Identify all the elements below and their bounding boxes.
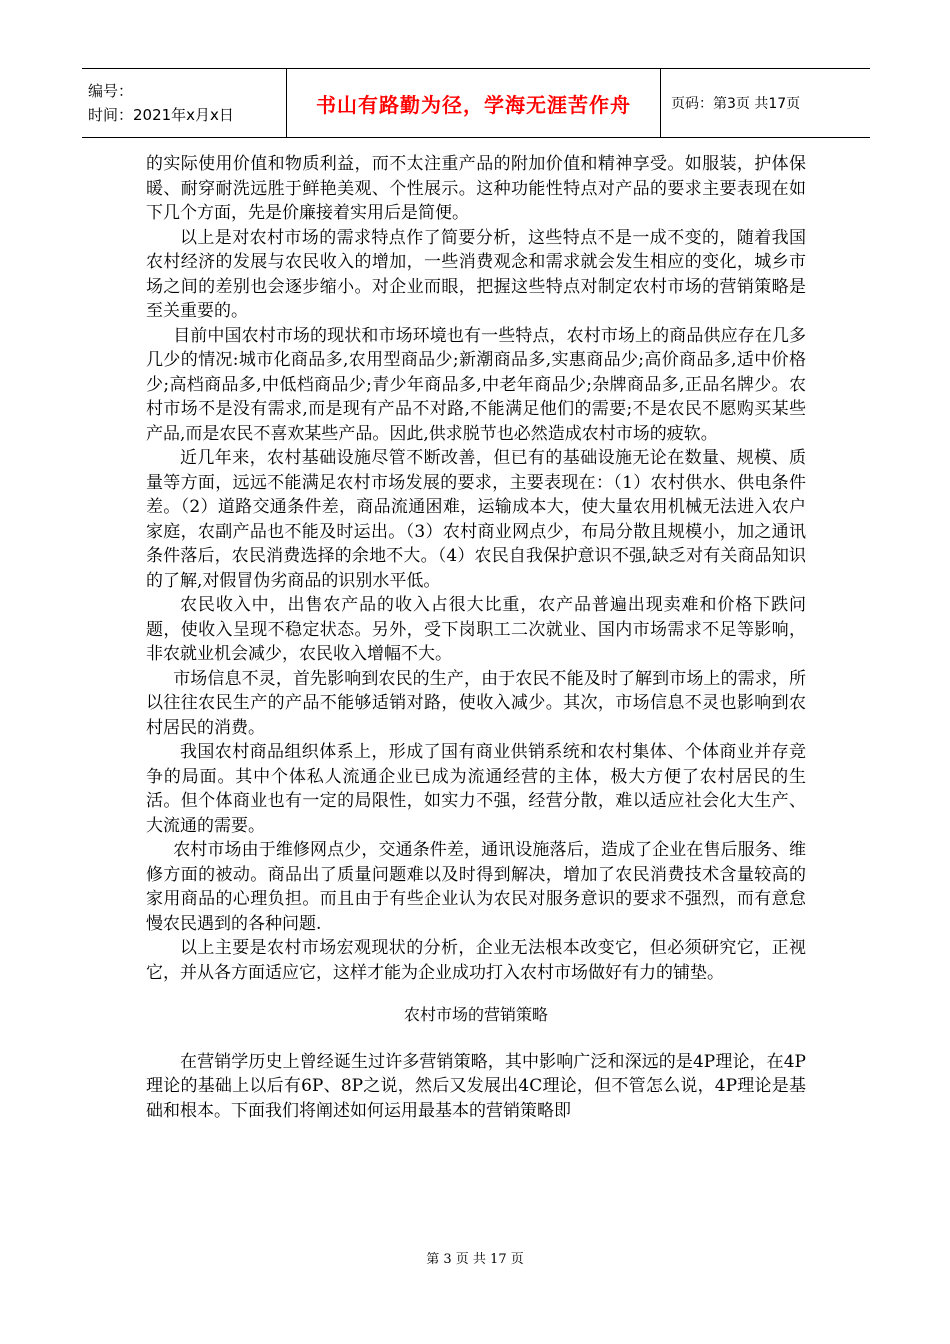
header-page-info-cell xyxy=(661,69,800,137)
body-paragraph: 我国农村商品组织体系上，形成了国有商业供销系统和农村集体、个体商业并存竞争的局面。其中个体私人流通企业已成为流通经营的主体，极大方便了农村居民的生活。但个体商业也有一定的局限性，如实力不强，经营分散，难以适应社会化大生产、大流通的需要。 xyxy=(146,742,806,836)
body-paragraph: 在营销学历史上曾经诞生过许多营销策略，其中影响广泛和深远的是4P理论，在4P理论的基础上以后有6P、8P之说，然后又发展出4C理论，但不管怎么说，4P理论是基础和根本。下面我们将阐述如何运用最基本的营销策略即 xyxy=(146,1051,806,1121)
section-heading: 农村市场的营销策略 xyxy=(403,1005,548,1024)
document-number-label: 编号： xyxy=(88,82,134,100)
body-paragraph: 以上主要是农村市场宏观现状的分析，企业无法根本改变它，但必须研究它，正视它，并从各方面适应它，这样才能为企业成功打入农村市场做好有力的铺垫。 xyxy=(146,938,806,983)
page-header xyxy=(82,68,870,138)
body-paragraph: 的实际使用价值和物质利益，而不太注重产品的附加价值和精神享受。如服装，护体保暖、耐穿耐洗远胜于鲜艳美观、个性展示。这种功能性特点对产品的要求主要表现在如下几个方面，先是价廉接着实用后是简便。 xyxy=(146,154,806,223)
header-page-info: 页码：第3页 共17页 xyxy=(671,96,801,112)
body-paragraph: 农村市场由于维修网点少，交通条件差，通讯设施落后，造成了企业在售后服务、维修方面的被动。商品出了质量问题难以及时得到解决，增加了农民消费技术含量较高的家用商品的心理负担。而且由于有些企业认为农民对服务意识的要求不强烈，而有意怠慢农民遇到的各种问题. xyxy=(146,840,806,934)
header-meta xyxy=(82,69,287,137)
body-paragraph: 农民收入中，出售农产品的收入占很大比重，农产品普遍出现卖难和价格下跌问题，使收入呈现不稳定状态。另外，受下岗职工二次就业、国内市场需求不足等影响，非农就业机会减少，农民收入增幅不大。 xyxy=(146,595,806,664)
header-motto-cell xyxy=(287,69,661,137)
document-date-label: 时间：2021年x月x日 xyxy=(88,106,234,124)
body-paragraph: 以上是对农村市场的需求特点作了简要分析，这些特点不是一成不变的，随着我国农村经济的发展与农民收入的增加，一些消费观念和需求就会发生相应的变化，城乡市场之间的差别也会逐步缩小。对企业而眼，把握这些特点对制定农村市场的营销策略是至关重要的。 xyxy=(146,227,806,321)
page-footer: 第 3 页 共 17 页 xyxy=(426,1252,524,1267)
body-paragraph: 近几年来，农村基础设施尽管不断改善，但已有的基础设施无论在数量、规模、质量等方面，远远不能满足农村市场发展的要求，主要表现在：（1）农村供水、供电条件差。（2）道路交通条件差，商品流通困难，运输成本大，使大量农用机械无法进入农户家庭，农副产品也不能及时运出。（3）农村商业网点少，布局分散且规模小，加之通讯条件落后，农民消费选择的余地不大。（4）农民自我保护意识不强,缺乏对有关商品知识的了解,对假冒伪劣商品的识别水平低。 xyxy=(146,448,806,591)
body-paragraph: 市场信息不灵，首先影响到农民的生产，由于农民不能及时了解到市场上的需求，所以往往农民生产的产品不能够适销对路，使收入减少。其次，市场信息不灵也影响到农村居民的消费。 xyxy=(146,668,806,738)
body-paragraph: 目前中国农村市场的现状和市场环境也有一些特点，农村市场上的商品供应存在几多几少的情况:城市化商品多,农用型商品少;新潮商品多,实惠商品少;高价商品多,适中价格少;高档商品多,中低档商品少;青少年商品多,中老年商品少;杂牌商品多,正品名牌少。农村市场不是没有需求,而是现有产品不对路,不能满足他们的需要;不是农民不愿购买某些产品,而是农民不喜欢某些产品。因此,供求脱节也必然造成农村市场的疲软。 xyxy=(146,325,806,444)
document-body xyxy=(146,152,806,1123)
header-motto: 书山有路勤为径，学海无涯苦作舟 xyxy=(316,92,631,117)
